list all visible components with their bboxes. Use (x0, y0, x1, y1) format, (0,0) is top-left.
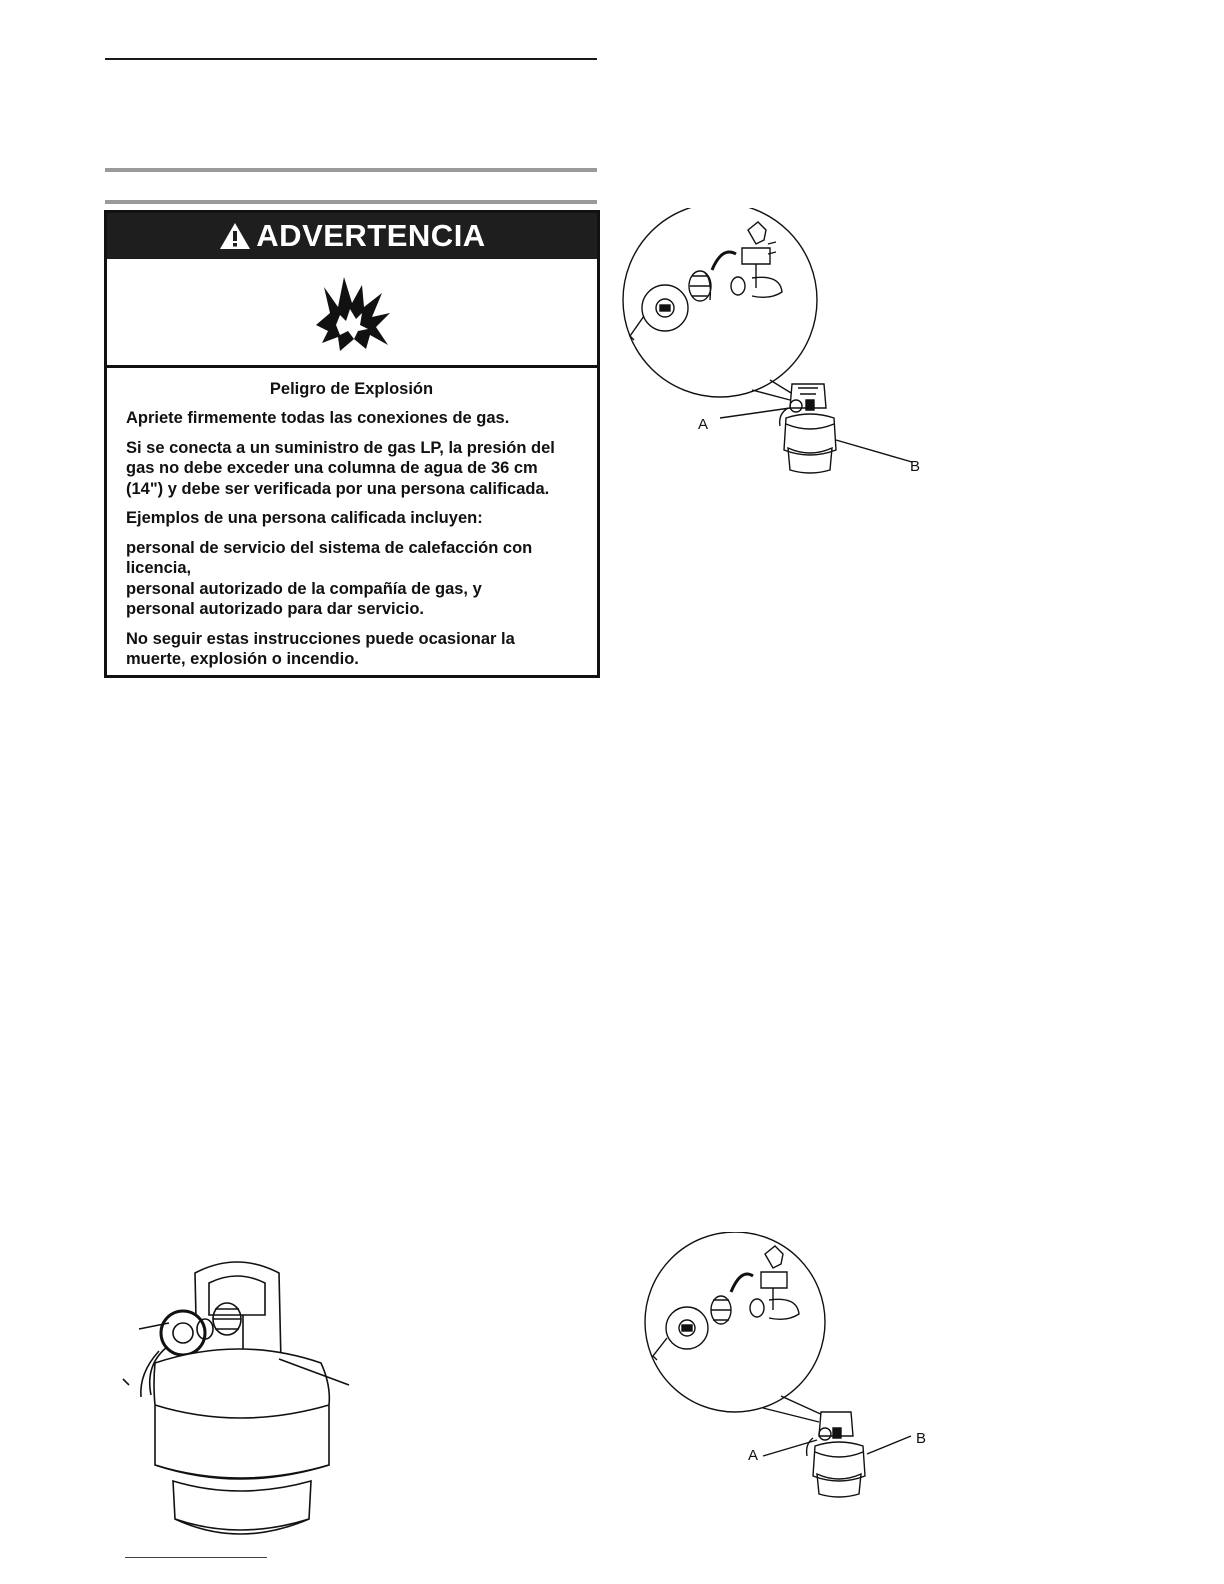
warning-line: personal de servicio del sistema de calefacción con (126, 538, 533, 557)
warning-header (107, 213, 597, 259)
warning-line: Ejemplos de una persona calificada incluyen: (126, 509, 483, 527)
warning-paragraph-2 (126, 438, 577, 500)
warning-title: Peligro de Explosión (269, 380, 434, 398)
section-rule (105, 168, 597, 172)
warning-paragraph-5 (126, 629, 577, 670)
propane-tank-magnified-illustration-2 (635, 1232, 945, 1512)
warning-line: gas no debe exceder una columna de agua de 36 cm (126, 459, 538, 477)
propane-tank-magnified-illustration (620, 208, 950, 488)
propane-tank-closeup-illustration (115, 1255, 385, 1555)
figure-tank-closeup (115, 1255, 385, 1555)
warning-paragraph-1 (126, 408, 577, 429)
warning-line: No seguir estas instrucciones puede ocasionar la (126, 629, 515, 648)
warning-triangle-icon (218, 221, 252, 251)
warning-line: personal autorizado de la compañía de gas, y (126, 579, 482, 598)
callout-a: A (698, 416, 709, 433)
warning-line: muerte, explosión o incendio. (126, 650, 359, 668)
warning-body (107, 368, 597, 670)
warning-paragraph-3 (126, 508, 577, 529)
callout-b-2: B (916, 1430, 927, 1447)
figure-tank-connection-2 (635, 1232, 945, 1512)
warning-box (104, 210, 600, 678)
warning-paragraph-4 (126, 538, 577, 620)
footer-link-underline (125, 1557, 267, 1558)
callout-b: B (910, 458, 921, 475)
warning-line: licencia, (126, 559, 192, 577)
top-rule (105, 58, 597, 60)
explosion-icon (310, 273, 394, 351)
warning-line: Apriete firmemente todas las conexiones de gas. (126, 409, 510, 427)
warning-line: personal autorizado para dar servicio. (126, 600, 425, 618)
warning-line: Si se conecta a un suministro de gas LP, la presión del (126, 438, 555, 457)
section-rule-lower (105, 200, 597, 204)
figure-tank-connection (620, 208, 950, 488)
warning-symbol-area (107, 259, 597, 368)
warning-line: (14") y debe ser verificada por una persona calificada. (126, 479, 550, 498)
warning-header-text: ADVERTENCIA (256, 218, 486, 253)
callout-a-2: A (748, 1447, 759, 1464)
